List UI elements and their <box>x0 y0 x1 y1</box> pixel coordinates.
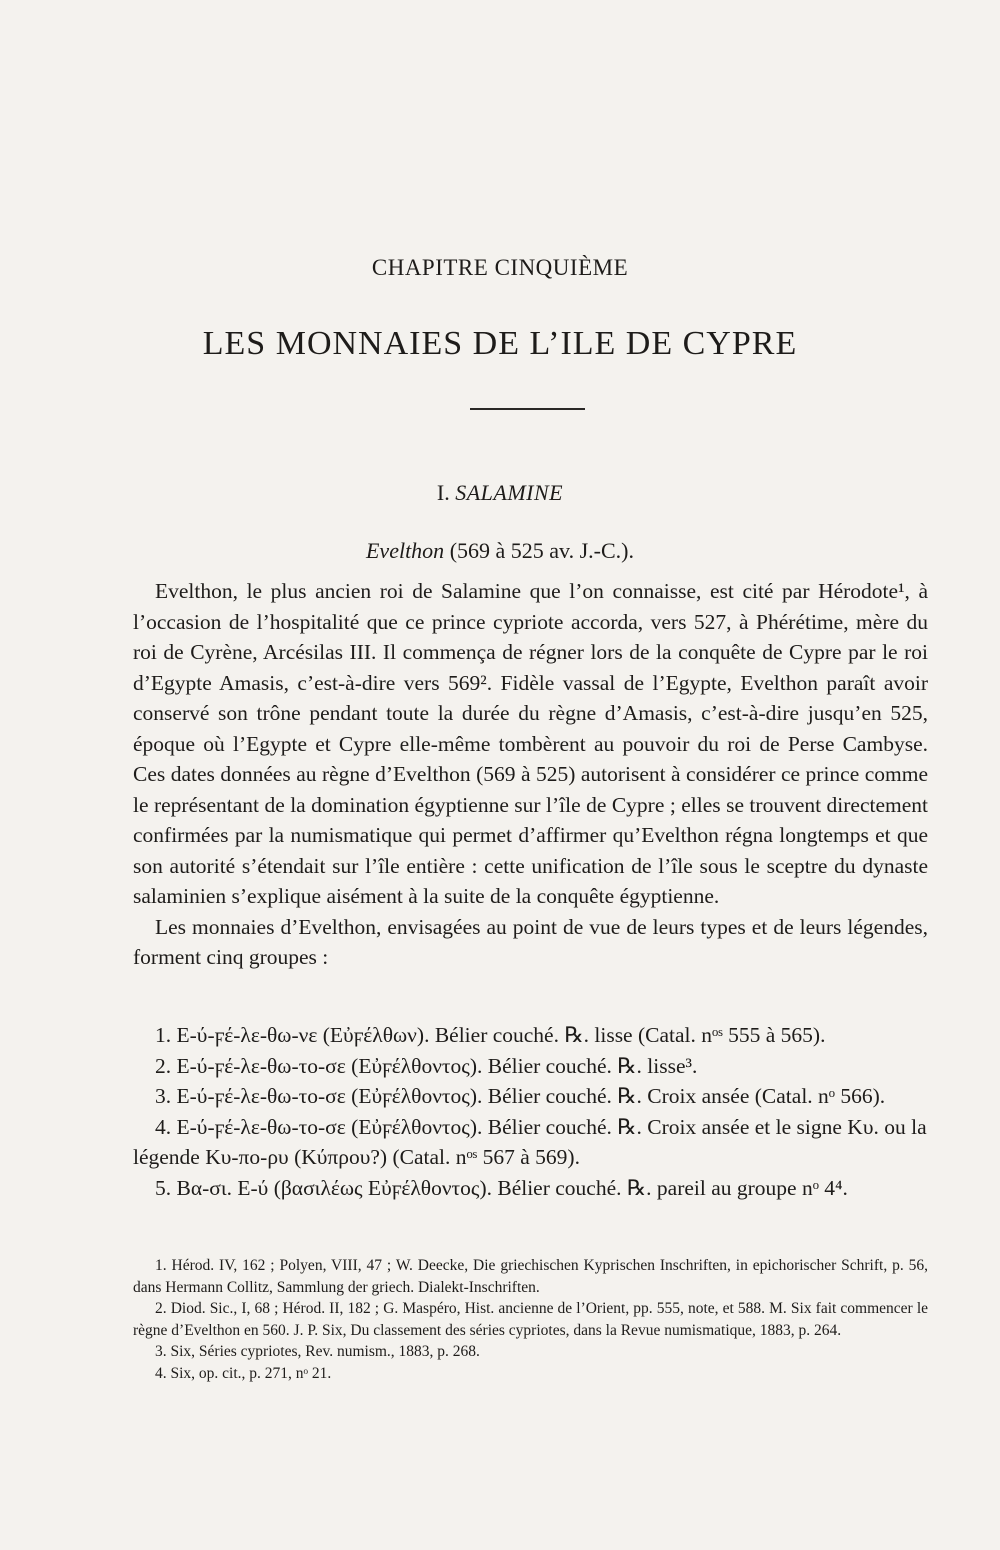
ruler-name: Evelthon <box>365 538 445 563</box>
footnote: 3. Six, Séries cypriotes, Rev. numism., 1883, p. 268. <box>155 1343 480 1360</box>
title-divider <box>470 408 585 410</box>
footnote: 2. Diod. Sic., I, 68 ; Hérod. II, 182 ; G. Maspéro, Hist. ancienne de l’Orient, pp. 555, note, et 588. M. Six fait commencer le règne d’Evelthon en 560. J. P. Six, Du classement des séries cypriotes, dans la Revue numismatique, 1883, p. 264. <box>133 1300 928 1339</box>
section-name: SALAMINE <box>455 480 564 505</box>
footnote: 4. Six, op. cit., p. 271, nᵒ 21. <box>155 1364 332 1382</box>
ruler-heading <box>0 538 1000 564</box>
list-item: 5. Βα-σι. E-ύ (βασιλέως Εὐϝέλθοντος). Bélier couché. ℞. pareil au groupe nᵒ 4⁴. <box>155 1175 848 1200</box>
ruler-dates: (569 à 525 av. J.-C.). <box>449 538 635 563</box>
chapter-heading: CHAPITRE CINQUIÈME <box>371 255 629 280</box>
list-item: 3. E-ύ-ϝέ-λε-θω-το-σε (Εὐϝέλθοντος). Bélier couché. ℞. Croix ansée (Catal. nᵒ 566). <box>155 1084 886 1108</box>
paragraph: Les monnaies d’Evelthon, envisagées au point de vue de leurs types et de leurs légendes, forment cinq groupes : <box>133 914 928 969</box>
section-number: I. <box>436 480 450 505</box>
paragraph: Evelthon, le plus ancien roi de Salamine que l’on connaisse, est cité par Hérodote¹, à l’occasion de l’hospitalité que ce prince cypriote accorda, vers 527, à Phérétime, mère du roi de Cyrène, Arcésilas III. Il commença de régner lors de la conquête de Cypre par le roi d’Egypte Amasis, c’est-à-dire vers 569². Fidèle vassal de l’Egypte, Evelthon paraît avoir conservé son trône pendant toute la durée du règne d’Amasis, c’est-à-dire jusqu’en 525, époque où l’Egypte et Cypre elle-même tombèrent au pouvoir du roi de Perse Cambyse. Ces dates données au règne d’Evelthon (569 à 525) autorisent à considérer ce prince comme le représentant de la domination égyptienne sur l’île de Cypre ; elles se trouvent directement confirmées par la numismatique qui permet d’affirmer qu’Evelthon régna longtemps et que son autorité s’étendait sur l’île entière : cette unification de l’île sous le sceptre du dynaste salaminien s’explique aisément à la suite de la conquête égyptienne. <box>133 579 928 908</box>
coin-group-list <box>133 1020 928 1203</box>
footnotes <box>133 1255 928 1384</box>
main-text <box>133 576 928 973</box>
chapter-title: LES MONNAIES DE L’ILE DE CYPRE <box>202 325 798 362</box>
list-item: 1. E-ύ-ϝέ-λε-θω-νε (Εὐϝέλθων). Bélier couché. ℞. lisse (Catal. nᵒˢ 555 à 565). <box>155 1023 826 1047</box>
list-item: 2. E-ύ-ϝέ-λε-θω-το-σε (Εὐϝέλθοντος). Bélier couché. ℞. lisse³. <box>155 1053 698 1078</box>
section-heading <box>0 480 1000 506</box>
footnote: 1. Hérod. IV, 162 ; Polyen, VIII, 47 ; W. Deecke, Die griechischen Kyprischen Inschriften, in epichorischer Schrift, p. 56, dans Hermann Collitz, Sammlung der griech. Dialekt-Inschriften. <box>133 1257 928 1296</box>
list-item: 4. E-ύ-ϝέ-λε-θω-το-σε (Εὐϝέλθοντος). Bélier couché. ℞. Croix ansée et le signe Κυ. ou la légende Κυ-πο-ρυ (Κύπρου?) (Catal. nᵒˢ 567 à 569). <box>133 1114 927 1169</box>
